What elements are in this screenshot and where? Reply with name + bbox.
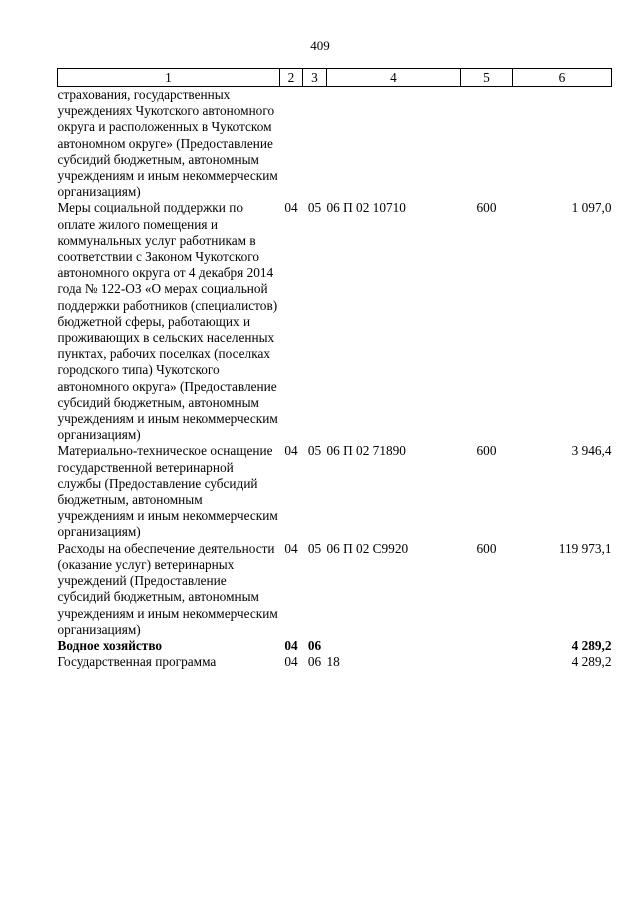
column-header-6: 6	[513, 69, 612, 87]
table-row	[58, 654, 612, 670]
row-section-cell: 04	[284, 654, 298, 670]
row-expense-type-cell: 600	[476, 540, 497, 556]
row-target-article-cell	[327, 87, 461, 201]
column-header-5: 5	[461, 69, 513, 87]
budget-table	[57, 68, 612, 670]
column-header-4: 4	[327, 69, 461, 87]
row-section-cell	[280, 87, 303, 201]
table-row	[58, 200, 612, 443]
row-amount-cell: 1 097,0	[571, 200, 612, 216]
row-expense-type-cell	[461, 638, 513, 654]
row-name-cell: Водное хозяйство	[57, 637, 163, 653]
row-name-cell: Меры социальной поддержки по оплате жилого помещения и коммунальных услуг работникам в соответствии с Законом Чукотского автономного округа от 4 декабря 2014 года № 122-ОЗ «О мерах социальной поддержки работников (специалистов) бюджетной сферы, работающих и проживающих в сельских населенных пунктах, рабочих поселках (поселках городского типа) Чукотского автономного округа» (Предоставление субсидий бюджетным, автономным учреждениям и иным некоммерческим организациям)	[57, 200, 278, 443]
row-name-cell: Государственная программа	[57, 654, 217, 670]
row-name-cell: страхования, государственных учреждениях Чукотского автономного округа и расположенных в Чукотском автономном округе» (Предоставление субсидий бюджетным, автономным учреждениям и иным некоммерческим организациям)	[57, 87, 278, 200]
table-row	[58, 87, 612, 201]
row-subsection-cell	[303, 87, 327, 201]
row-subsection-cell: 06	[307, 637, 322, 653]
row-name-cell: Материально-техническое оснащение государственной ветеринарной службы (Предоставление субсидий бюджетным, автономным учреждениям и иным некоммерческим организациям)	[57, 443, 278, 540]
table-body	[58, 87, 612, 671]
row-amount-cell	[513, 87, 612, 201]
row-amount-cell: 3 946,4	[571, 443, 612, 459]
row-expense-type-cell: 600	[476, 200, 497, 216]
row-target-article-cell: 06 П 02 71890	[326, 443, 406, 459]
row-amount-cell: 4 289,2	[571, 654, 612, 670]
table-row	[58, 638, 612, 654]
row-subsection-cell: 05	[307, 200, 322, 216]
row-subsection-cell: 05	[307, 443, 322, 459]
row-expense-type-cell: 600	[476, 443, 497, 459]
row-target-article-cell: 18	[326, 654, 340, 670]
row-amount-cell: 119 973,1	[558, 540, 612, 556]
row-subsection-cell: 05	[307, 540, 322, 556]
row-amount-cell: 4 289,2	[571, 637, 612, 653]
page-number: 409	[310, 38, 330, 53]
row-section-cell: 04	[284, 637, 298, 653]
table-row	[58, 443, 612, 540]
row-section-cell: 04	[284, 443, 298, 459]
table-header-row	[58, 69, 612, 87]
row-expense-type-cell	[461, 654, 513, 670]
table-row	[58, 541, 612, 638]
column-header-2: 2	[280, 69, 303, 87]
row-target-article-cell	[327, 638, 461, 654]
column-header-3: 3	[303, 69, 327, 87]
row-subsection-cell: 06	[307, 654, 322, 670]
column-header-1: 1	[58, 69, 280, 87]
row-expense-type-cell	[461, 87, 513, 201]
row-name-cell: Расходы на обеспечение деятельности (оказание услуг) ветеринарных учреждений (Предоставление субсидий бюджетным, автономным учреждениям и иным некоммерческим организациям)	[57, 540, 278, 637]
row-section-cell: 04	[284, 540, 298, 556]
row-target-article-cell: 06 П 02 10710	[326, 200, 406, 216]
row-target-article-cell: 06 П 02 С9920	[326, 540, 409, 556]
row-section-cell: 04	[284, 200, 298, 216]
